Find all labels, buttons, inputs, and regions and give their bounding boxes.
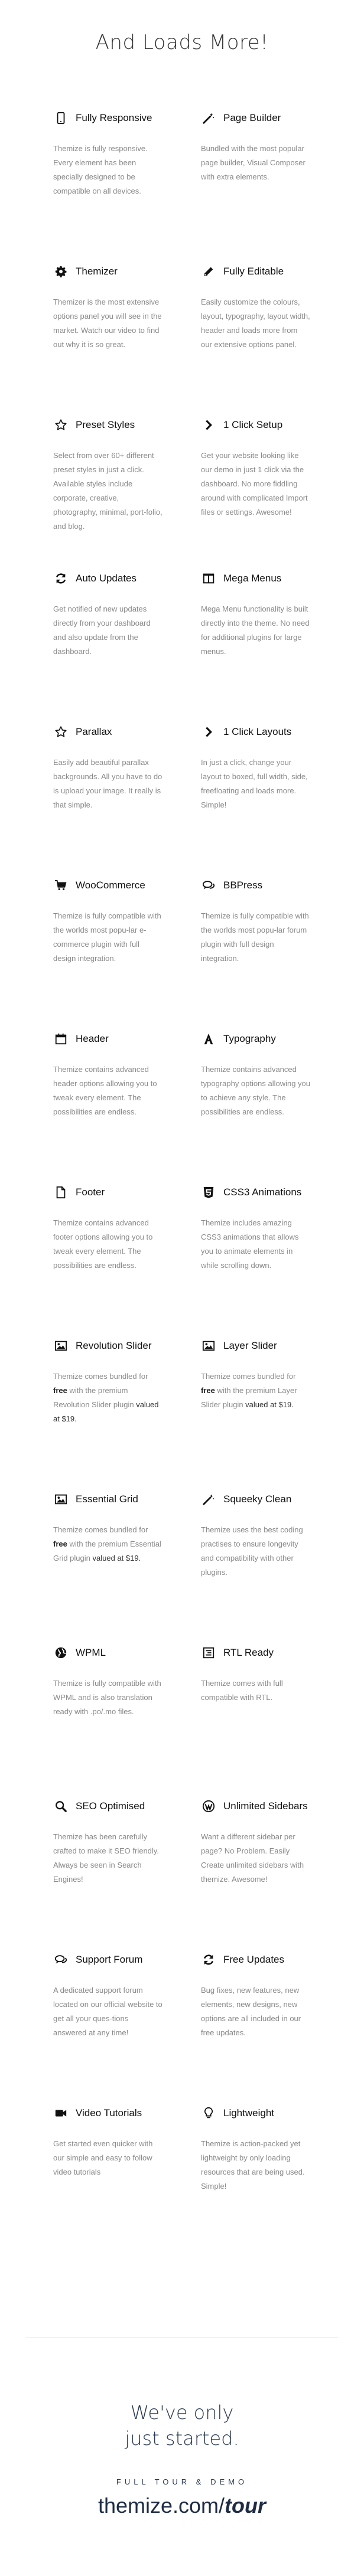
feature-item [201, 110, 337, 263]
feature-title: RTL Ready [223, 1647, 274, 1658]
feature-item [201, 263, 337, 417]
search-icon [53, 1799, 69, 1814]
feature-description-value: valued at $19. [92, 1554, 141, 1562]
feature-item [201, 417, 337, 570]
feature-header [201, 1645, 337, 1661]
feature-title: Mega Menus [223, 573, 282, 584]
feature-title: Themizer [76, 266, 118, 277]
lightbulb-icon [201, 2106, 216, 2121]
feature-header [53, 417, 201, 433]
feature-item [53, 1338, 201, 1491]
feature-description: Bug fixes, new features, new elements, new designs, new options are all included in our free updates. [201, 1986, 301, 2037]
feature-title: Free Updates [223, 1954, 284, 1965]
cart-icon [53, 878, 69, 893]
feature-description-text: Themize comes bundled for [53, 1525, 148, 1534]
feature-header [53, 570, 201, 587]
feature-title: 1 Click Setup [223, 419, 283, 430]
feature-item [201, 1645, 337, 1798]
css3-icon [201, 1185, 216, 1200]
feature-item [201, 1031, 337, 1184]
feature-item [53, 1031, 201, 1184]
feature-item [53, 1184, 201, 1338]
feature-description: In just a click, change your layout to boxed, full width, side, freefloating and loads more. Simple! [201, 758, 308, 809]
feature-description: Themizer is the most extensive options panel you will see in the market. Watch our video to find out why it is so great. [53, 298, 162, 349]
feature-item [201, 570, 337, 724]
feature-title: CSS3 Animations [223, 1186, 302, 1198]
feature-title: Lightweight [223, 2107, 275, 2119]
feature-item [201, 1338, 337, 1491]
feature-description-value: valued at $19. [245, 1400, 294, 1409]
feature-item [201, 1951, 337, 2105]
feature-title: Unlimited Sidebars [223, 1800, 308, 1812]
feature-item [53, 1951, 201, 2105]
feature-header [201, 877, 337, 894]
feature-item [53, 724, 201, 877]
feature-description: Themize contains advanced header options allowing you to tweak every element. The possibilities are endless. [53, 1065, 157, 1116]
feature-description: Themize is fully responsive. Every element has been specially designed to be compatible on all devices. [53, 144, 148, 195]
closing-line-2: just started. [125, 2427, 239, 2450]
video-camera-icon [53, 2106, 69, 2121]
feature-title: 1 Click Layouts [223, 726, 292, 737]
feature-title: Essential Grid [76, 1493, 138, 1505]
feature-title: Typography [223, 1033, 276, 1044]
feature-item [53, 1798, 201, 1951]
feature-description: Select from over 60+ different preset styles in just a click. Available styles include corporate, creative, photography, minimal, port-folio, and blog. [53, 451, 162, 531]
feature-item [201, 724, 337, 877]
feature-item [201, 1491, 337, 1645]
pencil-icon [201, 264, 216, 279]
feature-description [201, 1369, 310, 1412]
star-outline-icon [53, 417, 69, 433]
feature-description-highlight: free [53, 1386, 67, 1395]
feature-title: SEO Optimised [76, 1800, 145, 1812]
feature-item [201, 1798, 337, 1951]
feature-description: Themize includes amazing CSS3 animations that allows you to animate elements in while scrolling down. [201, 1218, 299, 1270]
chevron-right-icon [201, 724, 216, 740]
feature-description: Want a different sidebar per page? No Problem. Easily Create unlimited sidebars with themize. Awesome! [201, 1832, 304, 1884]
feature-description: Themize is fully compatible with the worlds most popu-lar forum plugin with full design integration. [201, 911, 309, 963]
feature-description: Themize is fully compatible with the worlds most popu-lar e-commerce plugin with full design integration. [53, 911, 161, 963]
feature-description: Get notified of new updates directly from your dashboard and also update from the dashboard. [53, 604, 151, 656]
feature-description-text: with the premium Layer Slider plugin [201, 1386, 297, 1409]
feature-header [201, 724, 337, 740]
feature-header [53, 1951, 201, 1968]
font-icon [201, 1031, 216, 1047]
document-icon [53, 1185, 69, 1200]
feature-description: Get started even quicker with our simple and easy to follow video tutorials [53, 2139, 153, 2176]
feature-description-text: with the premium Essential Grid plugin [53, 1539, 161, 1562]
feature-header [53, 263, 201, 280]
tour-link[interactable] [0, 2493, 364, 2518]
feature-header [201, 2105, 337, 2121]
magic-wand-icon [201, 1492, 216, 1507]
closing-heading [0, 2400, 364, 2451]
feature-header [53, 1491, 201, 1508]
feature-header [201, 1798, 337, 1815]
refresh-icon [53, 571, 69, 586]
feature-title: BBPress [223, 880, 263, 891]
feature-header [201, 570, 337, 587]
feature-description: Themize contains advanced footer options allowing you to tweak every element. The possibilities are endless. [53, 1218, 153, 1270]
feature-item [201, 1184, 337, 1338]
feature-title: Layer Slider [223, 1340, 277, 1351]
feature-description: Themize comes with full compatible with RTL. [201, 1679, 283, 1702]
feature-item [53, 1645, 201, 1798]
feature-header [53, 2105, 201, 2121]
star-outline-icon [53, 724, 69, 740]
image-icon [53, 1492, 69, 1507]
feature-title: WooCommerce [76, 880, 145, 891]
page-title: And Loads More! [95, 31, 269, 54]
feature-header [53, 724, 201, 740]
feature-description-highlight: free [201, 1386, 215, 1395]
image-icon [201, 1338, 216, 1354]
feature-item [53, 1491, 201, 1645]
feature-description: Get your website looking like our demo in just 1 click via the dashboard. No more fiddling around with complicated Import files or settings. Awesome! [201, 451, 308, 516]
feature-description: Themize has been carefully crafted to make it SEO friendly. Always be seen in Search Engines! [53, 1832, 159, 1884]
feature-title: Header [76, 1033, 109, 1044]
feature-header [53, 1645, 201, 1661]
feature-header [53, 1184, 201, 1201]
feature-item [53, 2105, 201, 2258]
feature-header [201, 1184, 337, 1201]
closing-line-1: We've only [130, 2401, 234, 2424]
feature-item [53, 263, 201, 417]
wordpress-icon [201, 1799, 216, 1814]
refresh-icon [201, 1952, 216, 1967]
feature-description: Easily add beautiful parallax backgrounds. All you have to do is upload your image. It really is that simple. [53, 758, 162, 809]
columns-icon [201, 571, 216, 586]
tour-label: FULL TOUR & DEMO [116, 2477, 248, 2486]
feature-title: Video Tutorials [76, 2107, 142, 2119]
feature-header [53, 1031, 201, 1047]
feature-header [201, 110, 337, 126]
feature-description [53, 1369, 162, 1426]
feature-title: WPML [76, 1647, 106, 1658]
feature-description: A dedicated support forum located on our official website to get all your ques-tions answered at any time! [53, 1986, 162, 2037]
feature-header [53, 1798, 201, 1815]
feature-description: Themize uses the best coding practises to ensure longevity and compatibility with other plugins. [201, 1525, 303, 1577]
feature-description [53, 1523, 162, 1565]
magic-wand-icon [201, 110, 216, 126]
rtl-icon [201, 1645, 216, 1660]
feature-description-highlight: free [53, 1539, 67, 1548]
calendar-icon [53, 1031, 69, 1047]
globe-icon [53, 1645, 69, 1660]
feature-description: Easily customize the colours, layout, typography, layout width, header and loads more from our extensive options panel. [201, 298, 310, 349]
tour-link-path: tour [225, 2493, 266, 2518]
chevron-right-icon [201, 417, 216, 433]
feature-description: Mega Menu functionality is built directly into the theme. No need for additional plugins for large menus. [201, 604, 310, 656]
feature-description: Themize contains advanced typography options allowing you to achieve any style. The possibilities are endless. [201, 1065, 311, 1116]
feature-item [201, 877, 337, 1031]
feature-title: Fully Responsive [76, 112, 152, 123]
chat-icon [201, 878, 216, 893]
feature-header [53, 877, 201, 894]
feature-header [201, 1491, 337, 1508]
mobile-icon [53, 110, 69, 126]
feature-description-text: with the premium Revolution Slider plugin [53, 1386, 136, 1409]
feature-title: Page Builder [223, 112, 281, 123]
tour-link-domain: themize.com/ [98, 2493, 225, 2518]
feature-item [53, 110, 201, 263]
feature-item [53, 570, 201, 724]
feature-title: Squeeky Clean [223, 1493, 292, 1505]
feature-header [53, 110, 201, 126]
feature-item [53, 417, 201, 570]
image-icon [53, 1338, 69, 1354]
feature-title: Preset Styles [76, 419, 135, 430]
feature-header [201, 417, 337, 433]
chat-icon [53, 1952, 69, 1967]
feature-header [201, 1338, 337, 1354]
feature-description-text: Themize comes bundled for [201, 1372, 296, 1381]
feature-title: Parallax [76, 726, 112, 737]
feature-title: Auto Updates [76, 573, 137, 584]
feature-header [201, 1031, 337, 1047]
feature-header [201, 1951, 337, 1968]
feature-item [201, 2105, 337, 2258]
feature-description-text: Themize comes bundled for [53, 1372, 148, 1381]
feature-header [201, 263, 337, 280]
feature-description: Themize is action-packed yet lightweight by only loading resources that are being used. Simple! [201, 2139, 305, 2191]
gear-icon [53, 264, 69, 279]
feature-description: Themize is fully compatible with WPML and is also translation ready with .po/.mo files. [53, 1679, 161, 1716]
feature-title: Footer [76, 1186, 105, 1198]
feature-header [53, 1338, 201, 1354]
feature-description-value: valued at $19. [53, 1400, 159, 1423]
feature-title: Fully Editable [223, 266, 284, 277]
feature-title: Support Forum [76, 1954, 143, 1965]
feature-item [53, 877, 201, 1031]
feature-title: Revolution Slider [76, 1340, 152, 1351]
features-grid [53, 110, 337, 2258]
feature-description: Bundled with the most popular page builder, Visual Composer with extra elements. [201, 144, 306, 181]
